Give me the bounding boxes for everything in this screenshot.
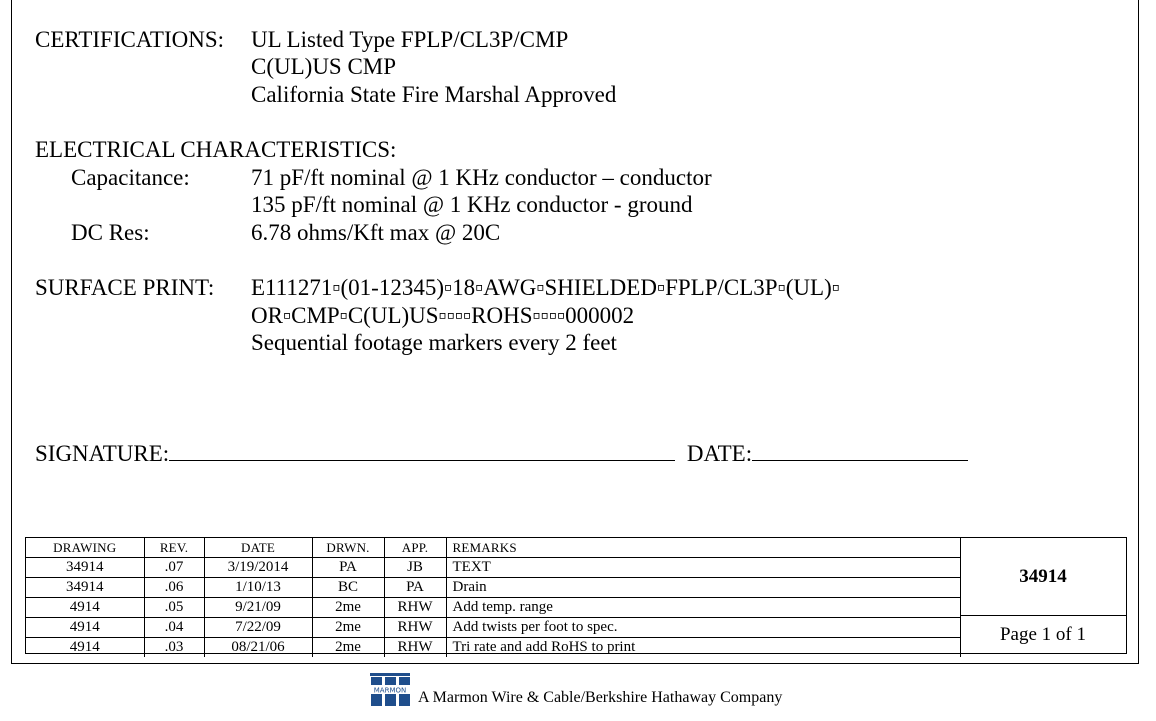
certification-line-1: UL Listed Type FPLP/CL3P/CMP xyxy=(251,27,569,52)
cell-date: 7/22/09 xyxy=(204,618,312,638)
header-drawn: DRWN. xyxy=(312,538,384,558)
cell-date: 08/21/06 xyxy=(204,638,312,658)
cell-remarks: Add temp. range xyxy=(446,598,960,618)
capacitance-line-2: 135 pF/ft nominal @ 1 KHz conductor - ground xyxy=(251,192,693,217)
dc-res-value: 6.78 ohms/Kft max @ 20C xyxy=(251,220,501,245)
certification-line-2: C(UL)US CMP xyxy=(251,54,397,79)
cell-remarks: TEXT xyxy=(446,558,960,578)
table-row xyxy=(26,578,960,598)
cell-approved: RHW xyxy=(384,598,446,618)
capacitance-label: Capacitance: xyxy=(71,165,190,190)
cell-rev: .06 xyxy=(144,578,204,598)
surface-print-line-3: Sequential footage markers every 2 feet xyxy=(251,330,617,355)
title-block xyxy=(960,538,1126,653)
drawing-number: 34914 xyxy=(960,538,1126,616)
surface-print-line-2: OR▫CMP▫C(UL)US▫▫▫▫ROHS▫▫▫▫000002 xyxy=(251,303,635,328)
cell-rev: .04 xyxy=(144,618,204,638)
footer-company: A Marmon Wire & Cable/Berkshire Hathaway Company xyxy=(418,689,783,706)
signature-row xyxy=(35,440,968,467)
marmon-logo-icon xyxy=(370,673,412,707)
header-remarks: REMARKS xyxy=(446,538,960,558)
cell-date: 1/10/13 xyxy=(204,578,312,598)
cell-rev: .05 xyxy=(144,598,204,618)
cell-approved: RHW xyxy=(384,638,446,658)
cell-approved: RHW xyxy=(384,618,446,638)
cell-remarks: Drain xyxy=(446,578,960,598)
cell-drawing: 34914 xyxy=(26,558,144,578)
page-indicator: Page 1 of 1 xyxy=(999,623,1086,645)
table-row xyxy=(26,598,960,618)
cell-drawn: PA xyxy=(312,558,384,578)
header-drawing: DRAWING xyxy=(26,538,144,558)
cell-date: 9/21/09 xyxy=(204,598,312,618)
cell-date: 3/19/2014 xyxy=(204,558,312,578)
signature-label: SIGNATURE: xyxy=(35,441,170,466)
cell-rev: .07 xyxy=(144,558,204,578)
cell-drawing: 4914 xyxy=(26,598,144,618)
cell-drawn: 2me xyxy=(312,638,384,658)
cell-drawing: 4914 xyxy=(26,638,144,658)
logo-text: MARMON xyxy=(373,686,407,695)
revision-table xyxy=(26,538,961,657)
table-row xyxy=(26,558,960,578)
cell-drawn: 2me xyxy=(312,598,384,618)
cell-approved: PA xyxy=(384,578,446,598)
surface-print-label: SURFACE PRINT: xyxy=(35,275,215,300)
cell-drawn: 2me xyxy=(312,618,384,638)
table-row xyxy=(26,638,960,658)
capacitance-line-1: 71 pF/ft nominal @ 1 KHz conductor – conductor xyxy=(251,165,712,190)
revision-block xyxy=(25,537,1127,654)
revision-header-row xyxy=(26,538,960,558)
cell-approved: JB xyxy=(384,558,446,578)
cell-drawing: 4914 xyxy=(26,618,144,638)
header-date: DATE xyxy=(204,538,312,558)
cell-remarks: Tri rate and add RoHS to print xyxy=(446,638,960,658)
cell-rev: .03 xyxy=(144,638,204,658)
cell-drawing: 34914 xyxy=(26,578,144,598)
signature-line[interactable] xyxy=(169,440,675,461)
electrical-heading: ELECTRICAL CHARACTERISTICS: xyxy=(35,137,397,162)
table-row xyxy=(26,618,960,638)
surface-print-line-1: E111271▫(01-12345)▫18▫AWG▫SHIELDED▫FPLP/CL3P▫(UL)▫ xyxy=(251,275,840,300)
date-label: DATE: xyxy=(686,441,753,466)
cell-remarks: Add twists per foot to spec. xyxy=(446,618,960,638)
footer xyxy=(370,671,782,707)
header-rev: REV. xyxy=(144,538,204,558)
dc-res-label: DC Res: xyxy=(71,220,150,245)
date-line[interactable] xyxy=(752,440,968,461)
certifications-label: CERTIFICATIONS: xyxy=(35,27,225,52)
header-approved: APP. xyxy=(384,538,446,558)
certification-line-3: California State Fire Marshal Approved xyxy=(251,82,617,107)
cell-drawn: BC xyxy=(312,578,384,598)
